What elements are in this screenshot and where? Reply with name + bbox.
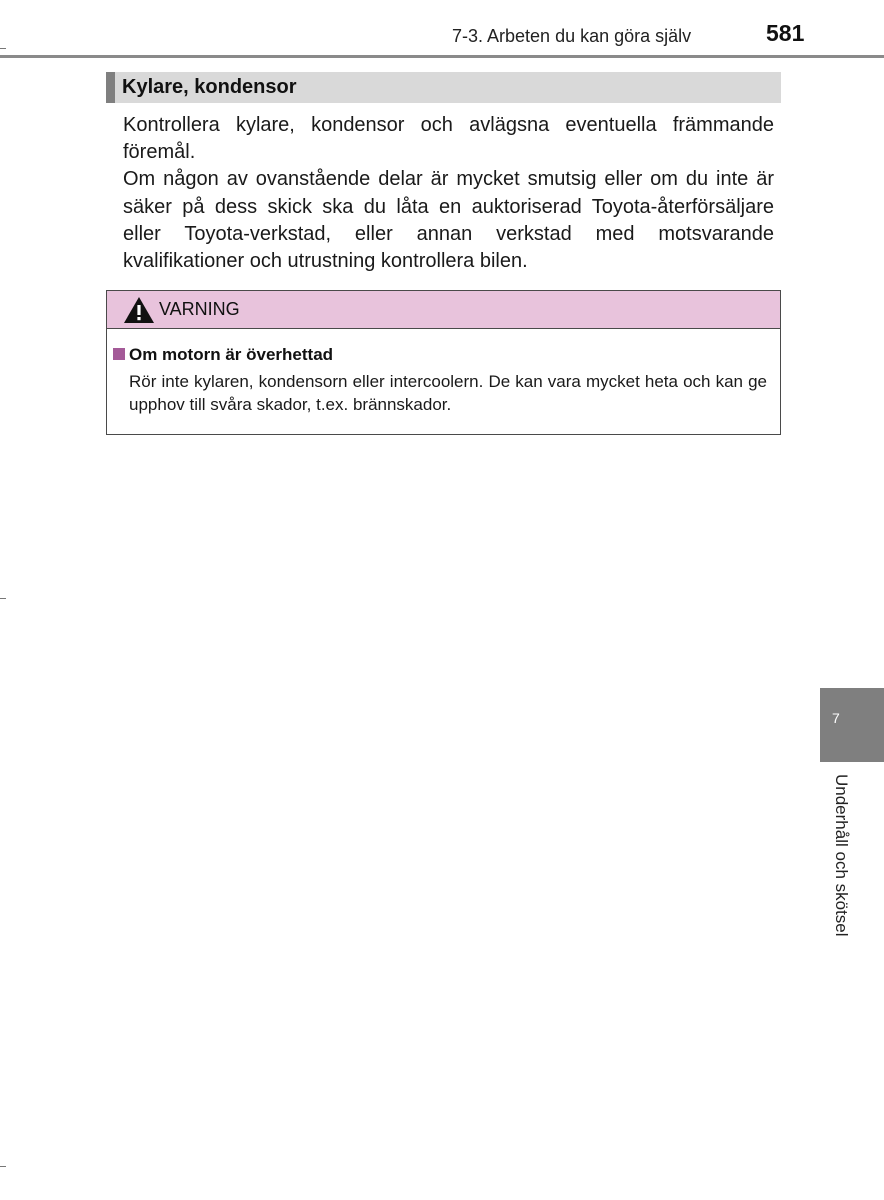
page-number: 581 bbox=[766, 20, 805, 46]
warning-triangle-icon bbox=[123, 296, 155, 324]
crop-mark-bottom bbox=[0, 1166, 6, 1167]
crop-mark-middle bbox=[0, 598, 6, 599]
warning-subheading bbox=[113, 345, 333, 365]
warning-box bbox=[106, 290, 781, 435]
bullet-square-icon bbox=[113, 348, 125, 360]
warning-subheading-text: Om motorn är överhettad bbox=[129, 345, 334, 364]
section-heading bbox=[106, 72, 781, 103]
crop-mark-top bbox=[0, 48, 6, 49]
chapter-tab-number: 7 bbox=[832, 710, 840, 726]
warning-text: Rör inte kylaren, kondensorn eller intercoolern. De kan vara mycket heta och kan ge upphov till svåra skador, t.ex. brännskador. bbox=[129, 372, 767, 414]
body-paragraph-1: Kontrollera kylare, kondensor och avlägsna eventuella främmande föremål. bbox=[123, 114, 774, 164]
warning-header bbox=[107, 291, 780, 329]
section-heading-text: Kylare, kondensor bbox=[122, 76, 297, 98]
body-paragraph-2: Om någon av ovanstående delar är mycket smutsig eller om du inte är säker på dess skick ska du låta en auktoriserad Toyota-återförsäljare eller Toyota-verkstad, eller annan verkstad med motsvarande kvalifikationer och utrustning kontrollera bilen. bbox=[123, 168, 774, 273]
chapter-tab bbox=[820, 688, 884, 762]
section-body bbox=[123, 112, 774, 275]
warning-label: VARNING bbox=[159, 299, 240, 319]
header-section-title: 7-3. Arbeten du kan göra själv bbox=[452, 26, 692, 46]
header-divider bbox=[0, 55, 884, 58]
chapter-side-label: Underhåll och skötsel bbox=[832, 774, 851, 937]
